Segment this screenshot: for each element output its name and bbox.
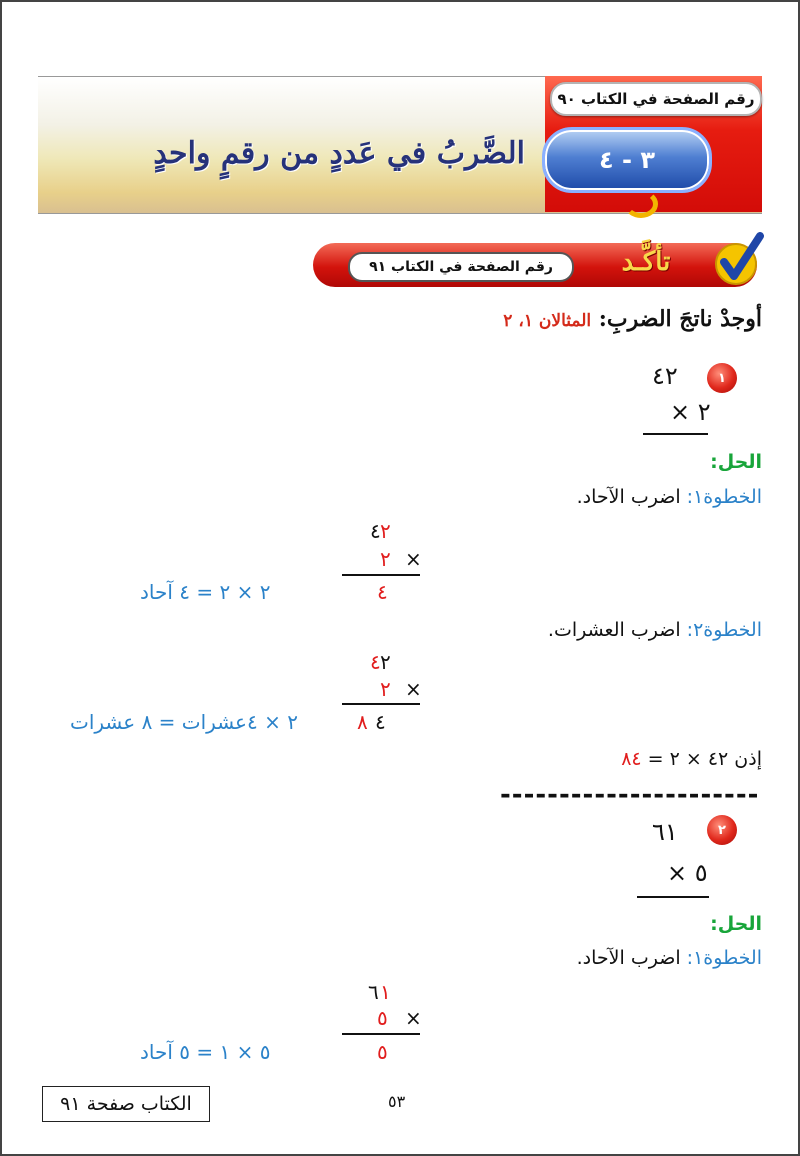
separator: ---------------------- xyxy=(500,780,760,810)
p1s2-multiplier: ٢ xyxy=(380,677,391,701)
problem1-line xyxy=(643,433,708,435)
book-page-footer: الكتاب صفحة ٩١ xyxy=(42,1086,210,1122)
p2s1-times-sign: × xyxy=(405,1006,422,1030)
p1s1-line xyxy=(342,574,420,576)
step2-text: اضرب العشرات. xyxy=(547,619,681,641)
p1s2-line xyxy=(342,703,420,705)
p1s2-note: ٢ × ٤عشرات = ٨ عشرات xyxy=(70,710,298,734)
checkmark-icon xyxy=(712,232,764,288)
step2-row xyxy=(548,619,762,641)
page-number: ٥٣ xyxy=(388,1092,406,1111)
p2s1-multiplier: ٥ xyxy=(377,1006,388,1030)
step1-text: اضرب الآحاد. xyxy=(576,486,681,508)
p1s1-multiplier: ٢ xyxy=(380,547,391,571)
problem2-multiplicand: ٦١ xyxy=(652,818,678,846)
p1s2-top-tens: ٤ xyxy=(370,650,381,674)
problem1-multiplier: ٢ × xyxy=(670,398,711,426)
examples-reference: المثالان ١، ٢ xyxy=(503,311,592,331)
p1s2-times-sign: × xyxy=(405,677,422,701)
p1s1-top-tens: ٤ xyxy=(370,519,381,543)
p2s1-line xyxy=(342,1033,420,1035)
conclusion-text: إذن ٤٢ × ٢ = xyxy=(647,748,762,770)
conclusion-answer: ٨٤ xyxy=(621,748,642,770)
p2s1-top-ones: ١ xyxy=(380,980,391,1004)
instruction xyxy=(503,306,762,332)
problem2-line xyxy=(637,896,709,898)
step1-row xyxy=(577,486,762,508)
lesson-title: الضَّربُ في عَددٍ من رقمٍ واحدٍ xyxy=(153,136,525,171)
problem-number-badge: ١ xyxy=(707,363,737,393)
problem2-multiplier: ٥ × xyxy=(667,859,708,887)
check-section-label: تأكَّـد xyxy=(621,247,671,277)
conclusion-row xyxy=(621,748,762,770)
step1-label: الخطوة١: xyxy=(686,486,762,508)
p1s1-times-sign: × xyxy=(405,547,422,571)
p1s1-result: ٤ xyxy=(377,580,388,604)
p1s1-note: ٢ × ٢ = ٤ آحاد xyxy=(140,580,271,604)
p1s2-result-tens: ٨ xyxy=(357,710,368,734)
step2-label: الخطوة٢: xyxy=(686,619,762,641)
solution-label: الحل: xyxy=(710,451,762,473)
step1-label: الخطوة١: xyxy=(686,947,762,969)
book-page-reference: رقم الصفحة في الكتاب ٩٠ xyxy=(550,82,762,116)
p2s1-top-tens: ٦ xyxy=(368,980,379,1004)
check-book-reference: رقم الصفحة في الكتاب ٩١ xyxy=(348,252,574,282)
step1-row xyxy=(577,947,762,969)
decorative-swirl-icon xyxy=(624,190,658,218)
p1s2-result-ones: ٤ xyxy=(375,710,386,734)
step1-text: اضرب الآحاد. xyxy=(576,947,681,969)
solution-label: الحل: xyxy=(710,913,762,935)
problem-number-badge: ٢ xyxy=(707,815,737,845)
p2s1-note: ٥ × ١ = ٥ آحاد xyxy=(140,1040,271,1064)
lesson-number: ٣ - ٤ xyxy=(542,127,712,193)
problem1-multiplicand: ٤٢ xyxy=(652,362,678,390)
p2s1-result: ٥ xyxy=(377,1040,388,1064)
p1s1-top-ones: ٢ xyxy=(380,519,391,543)
p1s2-top-ones: ٢ xyxy=(380,650,391,674)
instruction-text: أوجدْ ناتجَ الضربِ: xyxy=(598,306,762,332)
